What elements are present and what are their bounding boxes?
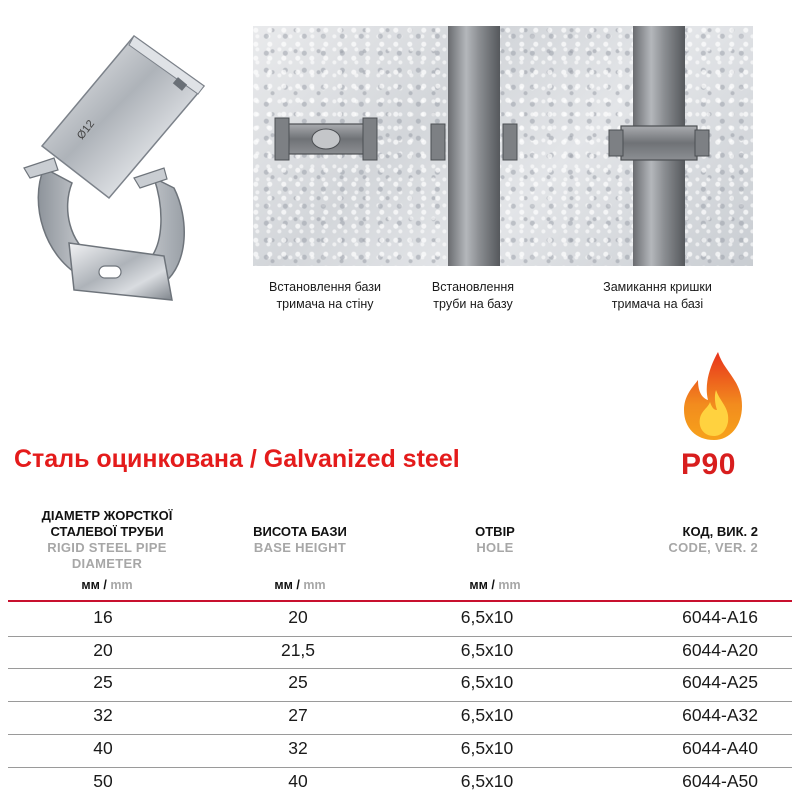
cell-code: 6044-A20 (682, 639, 758, 660)
cell-diameter: 32 (93, 705, 113, 726)
caption-step2: Встановлення труби на базу (431, 280, 515, 311)
cell-base-height: 25 (288, 672, 308, 693)
pipe-clip-product-image (14, 28, 214, 308)
row-divider (8, 701, 792, 702)
cell-hole: 6,5x10 (460, 737, 514, 758)
cell-base-height: 40 (288, 770, 308, 791)
cell-base-height: 21,5 (280, 639, 316, 660)
caption-step3: Замикання кришки тримача на базі (603, 280, 712, 311)
cell-hole: 6,5x10 (460, 672, 514, 693)
cell-diameter: 40 (93, 737, 113, 758)
row-divider (8, 636, 792, 637)
cell-diameter: 16 (93, 607, 113, 627)
step1-base-on-wall (275, 118, 377, 160)
cell-diameter: 20 (93, 639, 113, 660)
caption-step1: Встановлення бази тримача на стіну (268, 280, 382, 311)
cell-code: 6044-A32 (682, 705, 758, 726)
step3-lid-closed (609, 26, 709, 266)
cell-code: 6044-A16 (682, 607, 758, 627)
cell-base-height: 27 (288, 705, 308, 726)
column-header-code: КОД, ВИК. 2 CODE, VER. 2 (668, 524, 758, 555)
cell-diameter: 50 (93, 770, 113, 791)
cell-base-height: 32 (288, 737, 308, 758)
cell-code: 6044-A40 (682, 737, 758, 758)
flame-icon (680, 350, 750, 442)
row-divider (8, 767, 792, 768)
cell-hole: 6,5x10 (460, 770, 514, 791)
cell-hole: 6,5x10 (460, 607, 514, 627)
row-divider (8, 734, 792, 735)
fire-rating-label: P90 (681, 448, 736, 481)
cell-code: 6044-A50 (682, 770, 758, 791)
cell-code: 6044-A25 (682, 672, 758, 693)
table-header-divider (8, 600, 792, 602)
column-header-base-height: ВИСОТА БАЗИ BASE HEIGHT мм / mm (253, 524, 347, 592)
product-size-label: Ø12 (74, 118, 98, 142)
row-divider (8, 668, 792, 669)
column-header-hole: ОТВІР HOLE мм / mm (469, 524, 521, 592)
installation-photos (253, 26, 753, 266)
cell-hole: 6,5x10 (460, 639, 514, 660)
material-title: Сталь оцинкована / Galvanized steel (14, 445, 460, 473)
step2-pipe-on-base (431, 26, 517, 266)
cell-diameter: 25 (93, 672, 113, 693)
column-header-diameter: ДІАМЕТР ЖОРСТКОЇ СТАЛЕВОЇ ТРУБИ RIGID STEEL PIPE DIAMETER мм / mm (41, 508, 173, 592)
cell-base-height: 20 (288, 607, 308, 627)
cell-hole: 6,5x10 (460, 705, 514, 726)
